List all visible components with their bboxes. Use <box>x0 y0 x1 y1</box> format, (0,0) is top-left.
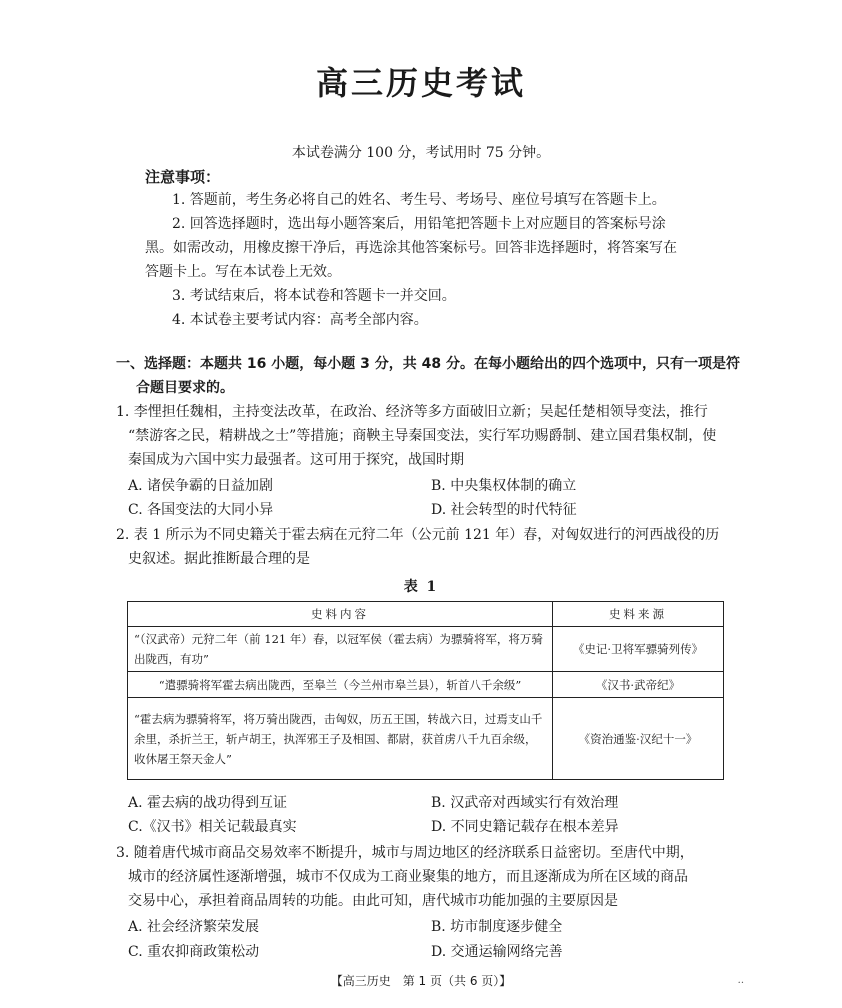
exam-info: 本试卷满分 100 分，考试用时 75 分钟。 <box>291 145 551 161</box>
question-1-option-d: D. 社会转型的时代特征 <box>431 502 577 518</box>
question-2-option-b: B. 汉武帝对西域实行有效治理 <box>431 795 619 811</box>
question-3-stem-line-1: 3. 随着唐代城市商品交易效率不断提升，城市与周边地区的经济联系日益密切。至唐代中期， <box>116 845 694 861</box>
question-3-stem-line-2: 城市的经济属性逐渐增强，城市不仅成为工商业聚集的地方，而且逐渐成为所在区域的商品 <box>128 869 688 885</box>
table-cell-source: 《史记·卫将军骠骑列传》 <box>553 627 724 672</box>
table-cell-source: 《资治通鉴·汉纪十一》 <box>553 698 724 780</box>
exam-title: 高三历史考试 <box>315 64 526 102</box>
table-row <box>128 627 724 672</box>
question-1-stem-line-1: 1. 李悝担任魏相，主持变法改革，在政治、经济等多方面破旧立新；吴起任楚相领导变法，推行 <box>116 404 708 420</box>
table-cell-source: 《汉书·武帝纪》 <box>553 672 724 698</box>
table-header-row <box>128 602 724 627</box>
question-3-option-c: C. 重农抑商政策松动 <box>128 944 260 960</box>
notice-line-1: 1. 答题前，考生务必将自己的姓名、考生号、考场号、座位号填写在答题卡上。 <box>172 192 666 208</box>
question-2-stem-line-1: 2. 表 1 所示为不同史籍关于霍去病在元狩二年（公元前 121 年）春，对匈奴进行的河西战役的历 <box>116 527 720 543</box>
question-3-option-a: A. 社会经济繁荣发展 <box>128 919 260 935</box>
question-1-stem-line-2: “禁游客之民，精耕战之士”等措施；商鞅主导秦国变法，实行军功赐爵制、建立国君集权制，使 <box>128 428 717 444</box>
section-1-heading-cont: 合题目要求的。 <box>136 380 234 396</box>
table-cell-content: “霍去病为骠骑将军，将万骑出陇西，击匈奴，历五王国，转战六日，过焉支山千余里，杀折兰王，斩卢胡王，执浑邪王子及相国、都尉，获首虏八千九百余级，收休屠王祭天金人” <box>128 698 553 780</box>
table-cell-content: “（汉武帝）元狩二年（前 121 年）春，以冠军侯（霍去病）为骠骑将军，将万骑出陇西，有功” <box>128 627 553 672</box>
table-row <box>128 672 724 698</box>
question-2-option-c: C.《汉书》相关记载最真实 <box>128 819 297 835</box>
footer-mark: ·· <box>737 978 744 989</box>
question-1-option-a: A. 诸侯争霸的日益加剧 <box>128 478 274 494</box>
section-1-heading: 一、选择题：本题共 16 小题，每小题 3 分，共 48 分。在每小题给出的四个选项中，只有一项是符 <box>116 356 740 372</box>
question-1-stem-line-3: 秦国成为六国中实力最强者。这可用于探究，战国时期 <box>128 452 464 468</box>
question-2-stem-line-2: 史叙述。据此推断最合理的是 <box>128 551 310 567</box>
question-2-option-d: D. 不同史籍记载存在根本差异 <box>431 819 619 835</box>
table-caption: 表 1 <box>403 579 439 595</box>
page-footer: 【高三历史 第 1 页（共 6 页）】 <box>330 974 512 988</box>
notice-line-2a: 2. 回答选择题时，选出每小题答案后，用铅笔把答题卡上对应题目的答案标号涂 <box>172 216 666 232</box>
table-header-source: 史料来源 <box>553 602 724 627</box>
table-cell-content: “遣骠骑将军霍去病出陇西，至皋兰（今兰州市皋兰县），斩首八千余级” <box>128 672 553 698</box>
question-1-option-c: C. 各国变法的大同小异 <box>128 502 274 518</box>
historical-sources-table <box>127 601 724 780</box>
table-header-content: 史料内容 <box>128 602 553 627</box>
question-2-option-a: A. 霍去病的战功得到互证 <box>128 795 288 811</box>
notice-heading: 注意事项： <box>145 168 221 186</box>
notice-line-4: 4. 本试卷主要考试内容：高考全部内容。 <box>172 312 428 328</box>
table-row <box>128 698 724 780</box>
question-3-stem-line-3: 交易中心，承担着商品周转的功能。由此可知，唐代城市功能加强的主要原因是 <box>128 893 618 909</box>
question-3-option-b: B. 坊市制度逐步健全 <box>431 919 563 935</box>
question-3-option-d: D. 交通运输网络完善 <box>431 944 563 960</box>
notice-line-3: 3. 考试结束后，将本试卷和答题卡一并交回。 <box>172 288 456 304</box>
notice-line-2c: 答题卡上。写在本试卷上无效。 <box>145 264 341 280</box>
question-1-option-b: B. 中央集权体制的确立 <box>431 478 577 494</box>
notice-line-2b: 黑。如需改动，用橡皮擦干净后，再选涂其他答案标号。回答非选择题时，将答案写在 <box>145 240 677 256</box>
